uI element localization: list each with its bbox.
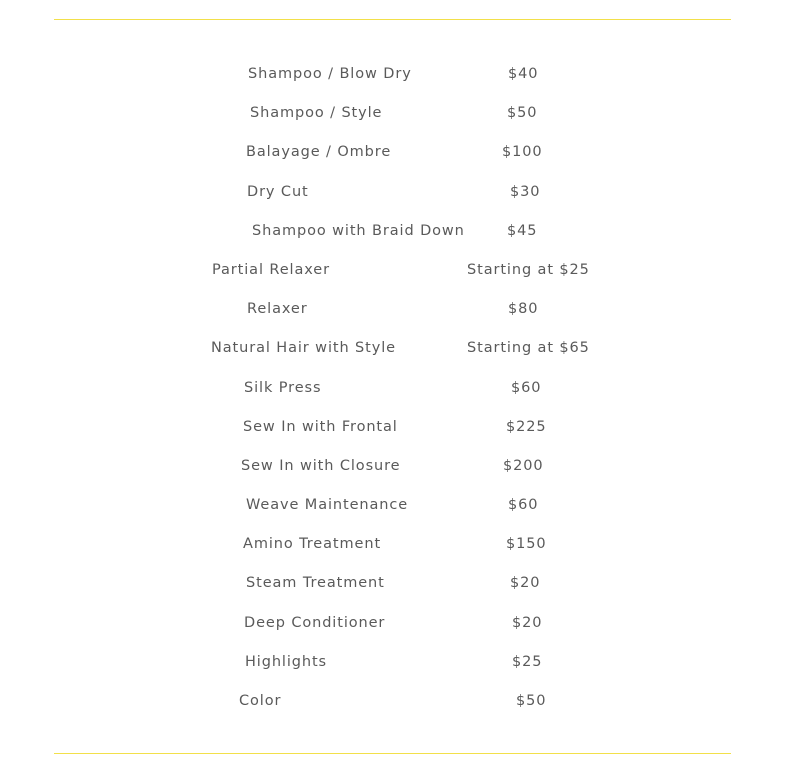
price-row-relaxer (0, 299, 785, 319)
price-row-steam-treatment (0, 573, 785, 593)
price-row-amino-treatment (0, 534, 785, 554)
service-price: Starting at $25 (467, 262, 590, 278)
service-name: Amino Treatment (243, 536, 382, 552)
service-price: $80 (508, 301, 539, 317)
service-name: Shampoo with Braid Down (252, 223, 465, 239)
service-name: Deep Conditioner (244, 615, 386, 631)
price-row-silk-press (0, 378, 785, 398)
price-row-natural-hair (0, 338, 785, 358)
price-row-weave-maintenance (0, 495, 785, 515)
service-name: Color (239, 693, 282, 709)
service-name: Natural Hair with Style (211, 340, 396, 356)
service-name: Sew In with Closure (241, 458, 401, 474)
price-row-sew-in-frontal (0, 417, 785, 437)
service-name: Shampoo / Style (250, 105, 383, 121)
service-price: Starting at $65 (467, 340, 590, 356)
service-name: Dry Cut (247, 184, 309, 200)
price-row-braid-down (0, 221, 785, 241)
price-row-shampoo-blow-dry (0, 64, 785, 84)
price-row-deep-conditioner (0, 613, 785, 633)
price-row-highlights (0, 652, 785, 672)
service-name: Relaxer (247, 301, 308, 317)
service-name: Weave Maintenance (246, 497, 409, 513)
service-name: Partial Relaxer (212, 262, 330, 278)
top-divider (54, 19, 731, 20)
service-price: $225 (506, 419, 547, 435)
service-name: Highlights (245, 654, 328, 670)
price-row-balayage-ombre (0, 142, 785, 162)
service-name: Steam Treatment (246, 575, 385, 591)
service-name: Sew In with Frontal (243, 419, 398, 435)
service-price: $45 (507, 223, 538, 239)
service-price: $40 (508, 66, 539, 82)
service-price: $50 (516, 693, 547, 709)
service-price: $30 (510, 184, 541, 200)
price-row-shampoo-style (0, 103, 785, 123)
service-price: $50 (507, 105, 538, 121)
service-name: Shampoo / Blow Dry (248, 66, 412, 82)
price-row-sew-in-closure (0, 456, 785, 476)
price-row-color (0, 691, 785, 711)
service-name: Balayage / Ombre (246, 144, 392, 160)
price-row-partial-relaxer (0, 260, 785, 280)
service-price: $60 (508, 497, 539, 513)
service-price: $20 (512, 615, 543, 631)
service-price: $150 (506, 536, 547, 552)
service-price: $200 (503, 458, 544, 474)
service-price: $60 (511, 380, 542, 396)
price-row-dry-cut (0, 182, 785, 202)
bottom-divider (54, 753, 731, 754)
service-price: $25 (512, 654, 543, 670)
service-name: Silk Press (244, 380, 322, 396)
service-price: $100 (502, 144, 543, 160)
service-price: $20 (510, 575, 541, 591)
